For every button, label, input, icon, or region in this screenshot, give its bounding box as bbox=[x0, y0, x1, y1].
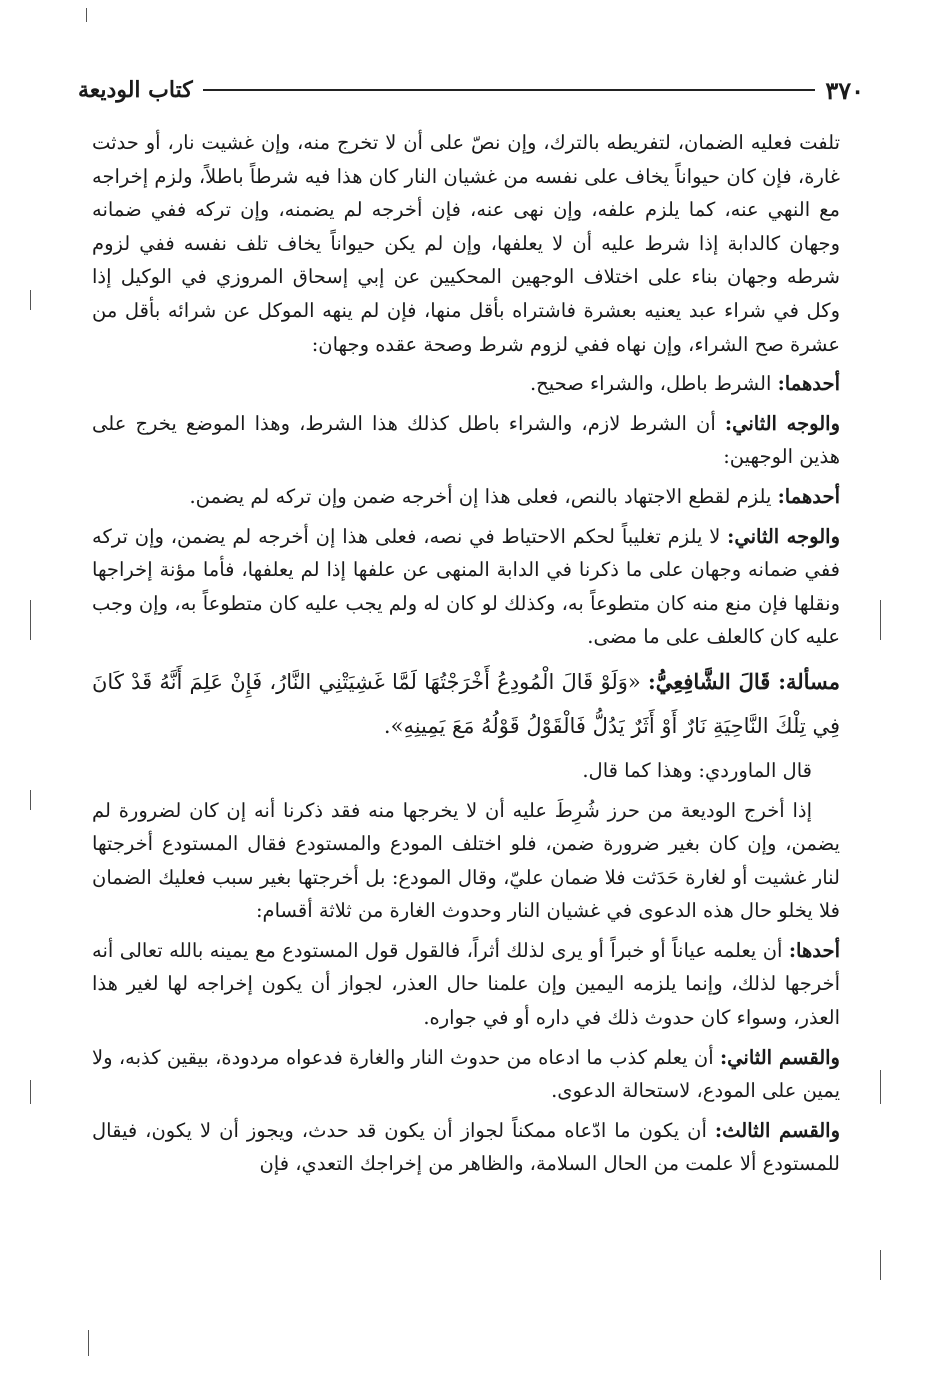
header-rule bbox=[203, 89, 816, 91]
paragraph-lead: والقسم الثاني: bbox=[719, 1045, 840, 1069]
paragraph-4 bbox=[92, 480, 840, 514]
scan-margin-mark bbox=[880, 600, 881, 640]
scan-margin-mark bbox=[30, 790, 31, 810]
paragraph-11 bbox=[92, 1114, 840, 1181]
page-header bbox=[78, 70, 864, 110]
paragraph-1 bbox=[92, 126, 840, 361]
paragraph-lead: والوجه الثاني: bbox=[727, 524, 840, 548]
paragraph-text: أن الشرط لازم، والشراء باطل كذلك هذا الشرط، وهذا الموضع يخرج على هذين الوجهين: bbox=[92, 411, 840, 469]
paragraph-7 bbox=[92, 754, 840, 788]
paragraph-lead: أحدهما: bbox=[777, 484, 840, 508]
paragraph-lead: أحدهما: bbox=[777, 372, 840, 396]
page-number: ٣٧٠ bbox=[825, 75, 864, 105]
paragraph-text: أن يعلمه عياناً أو خبراً أو يرى لذلك أثراً، فالقول قول المستودع مع يمينه بالله تعالى أنه أخرجها لذلك، وإنما يلزمه اليمين وإن علمنا حال العذر، لجواز أن يكون إخراجه لها لغير هذا العذر، وسواء كان حدوث ذلك في داره أو في جواره. bbox=[92, 938, 840, 1030]
paragraph-text: لا يلزم تغليباً لحكم الاحتياط في نصه، فعلى هذا إن أخرجه لم يضمن، وإن تركه ففي ضمانه وجهان على ما ذكرنا في الدابة المنهى عن علفها إذا لم يعلفها، فأما مؤنة إخراجها ونقلها فإن منع منه كان متطوعاً به، وكذلك لو كان له ولم يجب عليه كان متطوعاً به، وإن وجب عليه كان كالعلف على ما مضى. bbox=[92, 524, 840, 649]
paragraph-lead: أحدها: bbox=[788, 938, 840, 962]
scan-margin-mark bbox=[30, 290, 31, 310]
paragraph-text: إذا أخرج الوديعة من حرز شُرِطَ عليه أن لا يخرجها منه فقد ذكرنا أنه إن كان لضرورة لم يضمن، وإن كان بغير ضرورة ضمن، فلو اختلف المودع والمستودع فقال المستودع أخرجتها لنار غشيت أو لغارة حَدَثت فلا ضمان عليّ، وقال المودع: بل أخرجتها بغير سبب فعليك الضمان فلا يخلو حال هذه الدعوى في غشيان النار وحدوث الغارة من ثلاثة أقسام: bbox=[92, 798, 840, 923]
paragraph-lead: والقسم الثالث: bbox=[714, 1118, 840, 1142]
paragraph-text: أن يكون ما ادّعاه ممكناً لجواز أن يكون قد حدث، ويجوز أن لا يكون، فيقال للمستودع ألا علمت من الحال السلامة، والظاهر من إخراجك التعدي، فإن bbox=[92, 1118, 840, 1176]
scan-margin-mark bbox=[30, 600, 31, 640]
paragraph-text: يلزم لقطع الاجتهاد بالنص، فعلى هذا إن أخرجه ضمن وإن تركه لم يضمن. bbox=[189, 484, 778, 508]
paragraph-text: أن يعلم كذب ما ادعاه من حدوث النار والغارة فدعواه مردودة، بيقين كذبه، ولا يمين على المودع، لاستحالة الدعوى. bbox=[92, 1045, 840, 1103]
paragraph-2 bbox=[92, 367, 840, 401]
paragraph-text: قال الماوردي: وهذا كما قال. bbox=[582, 758, 812, 782]
paragraph-3 bbox=[92, 407, 840, 474]
paragraph-lead: والوجه الثاني: bbox=[724, 411, 840, 435]
scan-margin-mark bbox=[88, 1330, 89, 1356]
paragraph-10 bbox=[92, 1041, 840, 1108]
scan-margin-mark bbox=[880, 1070, 881, 1104]
paragraph-text: «وَلَوْ قَالَ الْمُودِعُ أَخْرَجْتُهَا لَمَّا غَشِيَتْنِي النَّارُ، فَإِنْ عَلِمَ أَنَّهُ قَدْ كَانَ فِي تِلْكَ النَّاحِيَةِ نَارٌ أَوْ أَثَرٌ يَدُلُّ فَالْقَوْلُ قَوْلُهُ مَعَ يَمِينِهِ». bbox=[92, 669, 840, 738]
book-title: كتاب الوديعة bbox=[78, 77, 193, 103]
page-body bbox=[92, 126, 840, 1187]
paragraph-lead: مسألة: قَالَ الشَّافِعِيُّ: bbox=[647, 668, 840, 694]
paragraph-masala bbox=[92, 660, 840, 748]
scan-margin-mark bbox=[86, 8, 87, 22]
paragraph-8 bbox=[92, 794, 840, 928]
scan-margin-mark bbox=[30, 1080, 31, 1104]
paragraph-5 bbox=[92, 520, 840, 654]
paragraph-text: الشرط باطل، والشراء صحيح. bbox=[529, 372, 778, 396]
scan-margin-mark bbox=[880, 1250, 881, 1280]
paragraph-9 bbox=[92, 934, 840, 1035]
paragraph-text: تلفت فعليه الضمان، لتفريطه بالترك، وإن نصّ على أن لا تخرج منه، وإن غشيت نار، أو حدثت غارة، فإن كان حيواناً يخاف على نفسه من غشيان النار كان هذا فيه شرطاً باطلاً، ولزم إخراجه مع النهي عنه، كما يلزم علفه، وإن نهى عنه، فإن أخرجه لم يضمنه، وإن تركه ففي ضمانه وجهان كالدابة إذا شرط عليه أن لا يعلفها، وإن لم يكن حيواناً يخاف تلف نفسه ففي لزوم شرطه وجهان بناء على اختلاف الوجهين المحكيين عن إبي إسحاق المروزي في الوكيل إذا وكل في شراء عبد يعنيه بعشرة فاشتراه بأقل منها، فإن لم ينهه الموكل عن شرائه بأقل من عشرة صح الشراء، وإن نهاه ففي لزوم شرط وصحة عقده وجهان: bbox=[92, 131, 840, 356]
